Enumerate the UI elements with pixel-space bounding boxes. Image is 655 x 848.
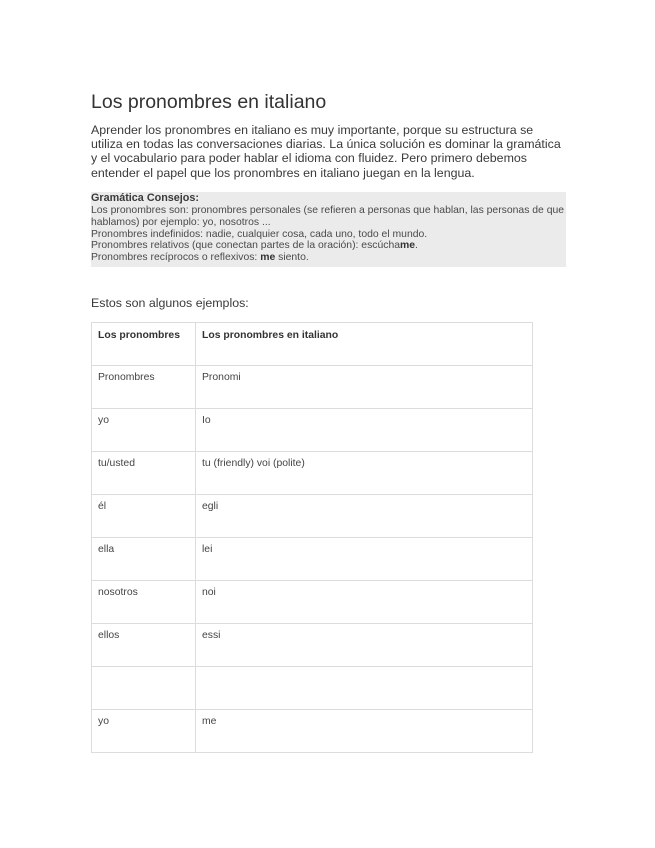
table-row xyxy=(92,710,533,753)
tips-text: Pronombres relativos (que conectan partes de la oración): escúcha xyxy=(91,240,400,252)
examples-intro: Estos son algunos ejemplos: xyxy=(91,295,249,310)
table-row xyxy=(92,538,533,581)
tips-text: siento. xyxy=(275,252,309,264)
table-cell: ella xyxy=(92,538,196,581)
table-cell: yo xyxy=(92,710,196,753)
intro-paragraph: Aprender los pronombres en italiano es muy importante, porque su estructura se utiliza en todas las conversaciones diarias. La única solución es dominar la gramática y el vocabulario para poder hablar el idioma con fluidez. Pero primero debemos entender el papel que los pronombres en italiano juegan en la lengua. xyxy=(91,123,561,180)
table-cell: Io xyxy=(196,409,533,452)
tips-line xyxy=(91,252,566,264)
table-cell: Pronombres xyxy=(92,366,196,409)
table-cell: ellos xyxy=(92,624,196,667)
table-header-row xyxy=(92,323,533,366)
table-row xyxy=(92,581,533,624)
tips-bold-text: me xyxy=(260,252,276,264)
table-cell: egli xyxy=(196,495,533,538)
table-cell: tu (friendly) voi (polite) xyxy=(196,452,533,495)
tips-line: Pronombres indefinidos: nadie, cualquier cosa, cada uno, todo el mundo. xyxy=(91,228,428,240)
table-cell xyxy=(196,667,533,710)
table-cell: yo xyxy=(92,409,196,452)
table-row xyxy=(92,366,533,409)
table-cell: lei xyxy=(196,538,533,581)
table-row xyxy=(92,624,533,667)
table-row xyxy=(92,452,533,495)
tips-line xyxy=(91,240,566,252)
table-cell: noi xyxy=(196,581,533,624)
grammar-tips-box xyxy=(91,192,566,267)
document-page xyxy=(91,90,566,753)
table-cell: tu/usted xyxy=(92,452,196,495)
column-header: Los pronombres xyxy=(92,323,196,366)
tips-text: Pronombres recíprocos o reflexivos: xyxy=(91,252,261,264)
table-row xyxy=(92,409,533,452)
tips-title: Gramática Consejos: xyxy=(91,192,200,205)
table-cell: me xyxy=(196,710,533,753)
tips-text: . xyxy=(415,240,418,252)
table-cell xyxy=(92,667,196,710)
table-row xyxy=(92,495,533,538)
page-title: Los pronombres en italiano xyxy=(91,91,327,113)
table-row xyxy=(92,667,533,710)
table-cell: Pronomi xyxy=(196,366,533,409)
column-header: Los pronombres en italiano xyxy=(196,323,533,366)
tips-line: Los pronombres son: pronombres personales (se refieren a personas que hablan, las personas de que hablamos) por ejemplo: yo, nosotros ... xyxy=(91,205,565,228)
table-cell: nosotros xyxy=(92,581,196,624)
pronouns-table xyxy=(91,322,533,753)
table-cell: essi xyxy=(196,624,533,667)
table-cell: él xyxy=(92,495,196,538)
tips-bold-text: me xyxy=(400,240,416,252)
